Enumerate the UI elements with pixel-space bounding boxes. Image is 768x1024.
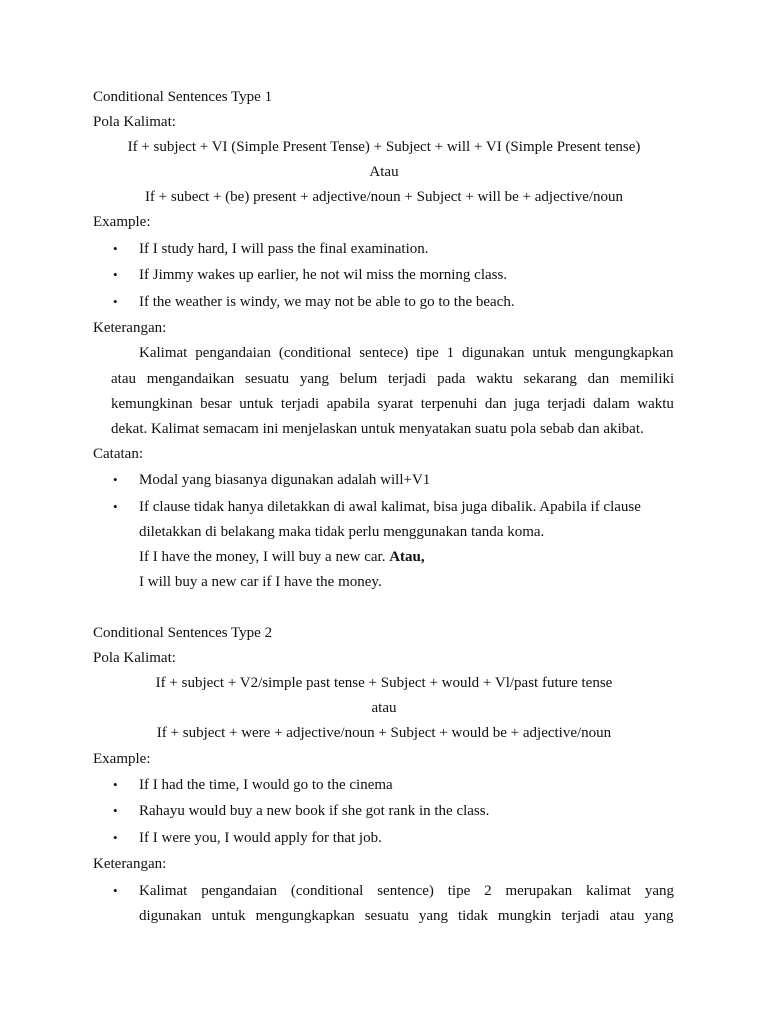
type1-example-item: If the weather is windy, we may not be able to go to the beach. <box>139 294 515 310</box>
type1-keterangan-line: Kalimat pengandaian (conditional sentece) tipe 1 digunakan untuk mengungkapkan <box>139 345 674 361</box>
bullet-icon: • <box>113 777 118 792</box>
type1-example-item: If Jimmy wakes up earlier, he not wil miss the morning class. <box>139 267 508 283</box>
type2-pattern-2: If + subject + were + adjective/noun + Subject + would be + adjective/noun <box>156 725 612 741</box>
bullet-icon: • <box>113 883 118 898</box>
bullet-icon: • <box>113 830 118 845</box>
type1-atau: Atau <box>369 164 399 180</box>
type2-example-label: Example: <box>93 751 151 767</box>
type1-catatan-example <box>139 548 425 566</box>
type1-pola-label: Pola Kalimat: <box>93 114 176 130</box>
catatan-example-atau: Atau, <box>389 549 425 565</box>
bullet-icon: • <box>113 499 118 514</box>
catatan-example-sentence: If I have the money, I will buy a new car. <box>139 549 390 565</box>
type2-keterangan-label: Keterangan: <box>93 856 167 872</box>
type2-pattern-1: If + subject + V2/simple past tense + Subject + would + Vl/past future tense <box>155 675 613 691</box>
type1-catatan-item: Modal yang biasanya digunakan adalah will+V1 <box>139 472 431 488</box>
type2-keterangan-line: Kalimat pengandaian (conditional sentence) tipe 2 merupakan kalimat yang <box>139 883 674 899</box>
type1-keterangan-label: Keterangan: <box>93 320 167 336</box>
bullet-icon: • <box>113 803 118 818</box>
type1-example-item: If I study hard, I will pass the final examination. <box>139 241 429 257</box>
type2-atau: atau <box>371 700 397 716</box>
type2-keterangan-line: digunakan untuk mengungkapkan sesuatu yang tidak mungkin terjadi atau yang <box>139 908 674 924</box>
type1-example-label: Example: <box>93 214 151 230</box>
type1-keterangan-line: atau mengandaikan sesuatu yang belum terjadi pada waktu sekarang dan memiliki <box>111 371 675 387</box>
type1-catatan-item-line: If clause tidak hanya diletakkan di awal kalimat, bisa juga dibalik. Apabila if clause <box>139 499 641 515</box>
type2-example-item: If I had the time, I would go to the cinema <box>139 777 393 793</box>
type1-pattern-2: If + subect + (be) present + adjective/noun + Subject + will be + adjective/noun <box>144 189 624 205</box>
type2-pola-label: Pola Kalimat: <box>93 650 176 666</box>
bullet-icon: • <box>113 294 118 309</box>
type1-heading: Conditional Sentences Type 1 <box>93 89 273 105</box>
type1-catatan-item-line: diletakkan di belakang maka tidak perlu menggunakan tanda koma. <box>139 524 545 540</box>
type1-pattern-1: If + subject + VI (Simple Present Tense) + Subject + will + VI (Simple Present tense) <box>127 139 641 155</box>
type1-catatan-label: Catatan: <box>93 446 143 462</box>
bullet-icon: • <box>113 267 118 282</box>
type2-example-item: Rahayu would buy a new book if she got rank in the class. <box>139 803 490 819</box>
bullet-icon: • <box>113 472 118 487</box>
type1-catatan-example-2: I will buy a new car if I have the money. <box>139 574 382 590</box>
type2-example-item: If I were you, I would apply for that job. <box>139 830 382 846</box>
type2-heading: Conditional Sentences Type 2 <box>93 625 273 641</box>
bullet-icon: • <box>113 241 118 256</box>
type1-keterangan-line: dekat. Kalimat semacam ini menjelaskan untuk menyatakan suatu pola sebab dan akibat. <box>111 421 644 437</box>
type1-keterangan-line: kemungkinan besar untuk terjadi apabila syarat terpenuhi dan juga terjadi dalam waktu <box>111 396 674 412</box>
